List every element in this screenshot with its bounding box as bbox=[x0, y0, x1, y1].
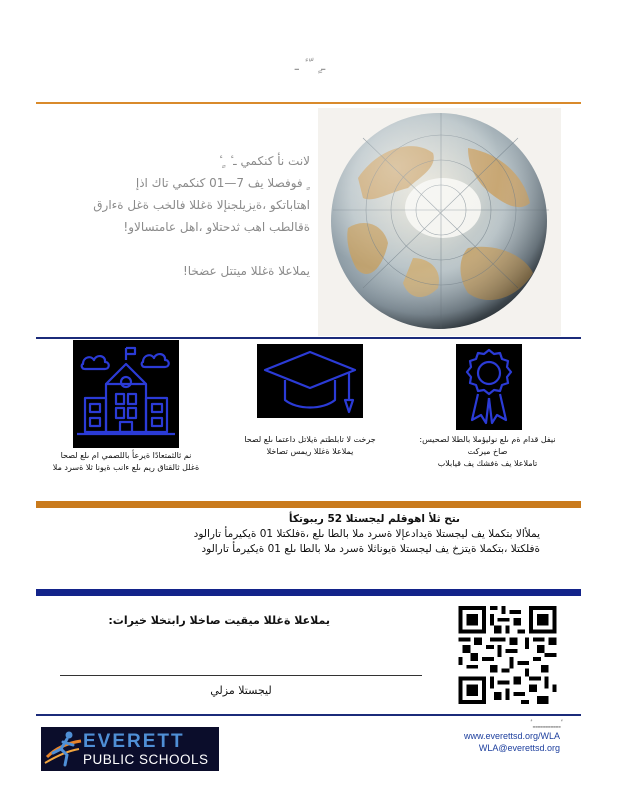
cap-benefit-caption bbox=[220, 434, 400, 458]
intro-line-5: يملاعلا ةغللا ميتتل عضخا! bbox=[182, 264, 310, 278]
globe-image bbox=[318, 108, 561, 336]
house-benefit-caption bbox=[36, 450, 216, 474]
signature-line bbox=[60, 675, 422, 676]
badge-benefit-caption bbox=[400, 434, 575, 470]
house-caption-line-2: ةغلل ثالقتاق ريم ىلع ءانب ةيونا ثلا ةسرد ملا bbox=[52, 463, 200, 472]
contact-info bbox=[400, 718, 560, 754]
award-ribbon-icon bbox=[456, 344, 522, 430]
intro-paragraph bbox=[52, 150, 310, 282]
test-date-label: يملاعلا ةغللا ميقيت صاخلا رابتخلا خيرات: bbox=[108, 614, 330, 627]
badge-caption-line-1: نيفل قدام ةم ىلع نوليؤملا بالطلا لصحيس: bbox=[419, 435, 556, 444]
high-school-fee: ةفلكتلا ،بتكملا ةيتزخ يف ليجستلا ةيوناثلا ةسرد ملا بالطا ىلع 01 ةيكيرمأ تارالود bbox=[201, 543, 540, 555]
navy-divider-2 bbox=[36, 589, 581, 596]
school-building-icon bbox=[73, 340, 179, 448]
graduation-cap-icon bbox=[257, 344, 363, 418]
top-orange-divider bbox=[36, 102, 581, 104]
intro-line-3: اهتاباتكو ،ةيزيلجنإلا ةغللا فالخب ةغل ةءارق bbox=[93, 198, 310, 212]
signature-label: ليجستلا مزلي bbox=[210, 684, 272, 697]
website-link[interactable]: www.everettsd.org/WLA bbox=[463, 731, 560, 741]
intro-line-2: ٔ ٍ فوفصلا يف 7—01 كنكمي تاك اذإ bbox=[135, 176, 310, 190]
globe-icon bbox=[318, 108, 561, 336]
logo-line-1: EVERETT bbox=[83, 731, 185, 752]
qr-code[interactable] bbox=[458, 606, 557, 704]
badge-caption-line-3: تاملاعلا يف ةفشك يف قيابلاب bbox=[437, 459, 538, 468]
cap-caption-line-2: يملاعلا ةغللا ريمس تصاخلا bbox=[266, 447, 354, 456]
email-link[interactable]: WLA@everettsd.org bbox=[478, 743, 560, 753]
house-caption-line-1: نم ثالثمتعادًا ةيرعأ باللصمي ام ىلع لصحا bbox=[60, 451, 192, 460]
contact-faint-text: ٔ ٍ ٍ ٍ ٍ ٍ ٍ ٍ ٍ ٍ ٍ ٍ ٔ bbox=[529, 719, 560, 728]
middle-school-fee: يملأالا بتكملا يف ليجستلا ةيدادعإلا ةسرد ملا بالطا ىلع ،ةفلكتلا 01 ةيكيرمأ تارالود bbox=[193, 528, 540, 540]
badge-caption-line-2: صاخ ميركت bbox=[467, 447, 508, 456]
navy-divider-1 bbox=[36, 337, 581, 339]
flyer-title: ـ ٍ ‌ ّ ٔ ـ bbox=[294, 58, 326, 74]
navy-divider-3 bbox=[36, 714, 581, 716]
orange-divider-2 bbox=[36, 501, 581, 508]
cap-caption-line-1: جرخت لا تابلطتم ةيلاتل داعتما ىلع لصحا bbox=[244, 435, 376, 444]
intro-line-4: ةقالطب اهب ثدحتلاو ،اهل عامتسالاو! bbox=[123, 220, 310, 234]
intro-line-1: لانت نأ كنكمي ـ ٔ ‌ ٍ ٔ bbox=[218, 154, 310, 168]
logo-line-2: PUBLIC SCHOOLS bbox=[83, 752, 209, 767]
registration-deadline: ىتح ثلأ اهوقلم ليجستلا 52 ريبوتكأ bbox=[288, 513, 460, 525]
runner-icon bbox=[43, 727, 83, 771]
everett-logo[interactable] bbox=[41, 727, 219, 771]
registration-info bbox=[60, 512, 540, 557]
